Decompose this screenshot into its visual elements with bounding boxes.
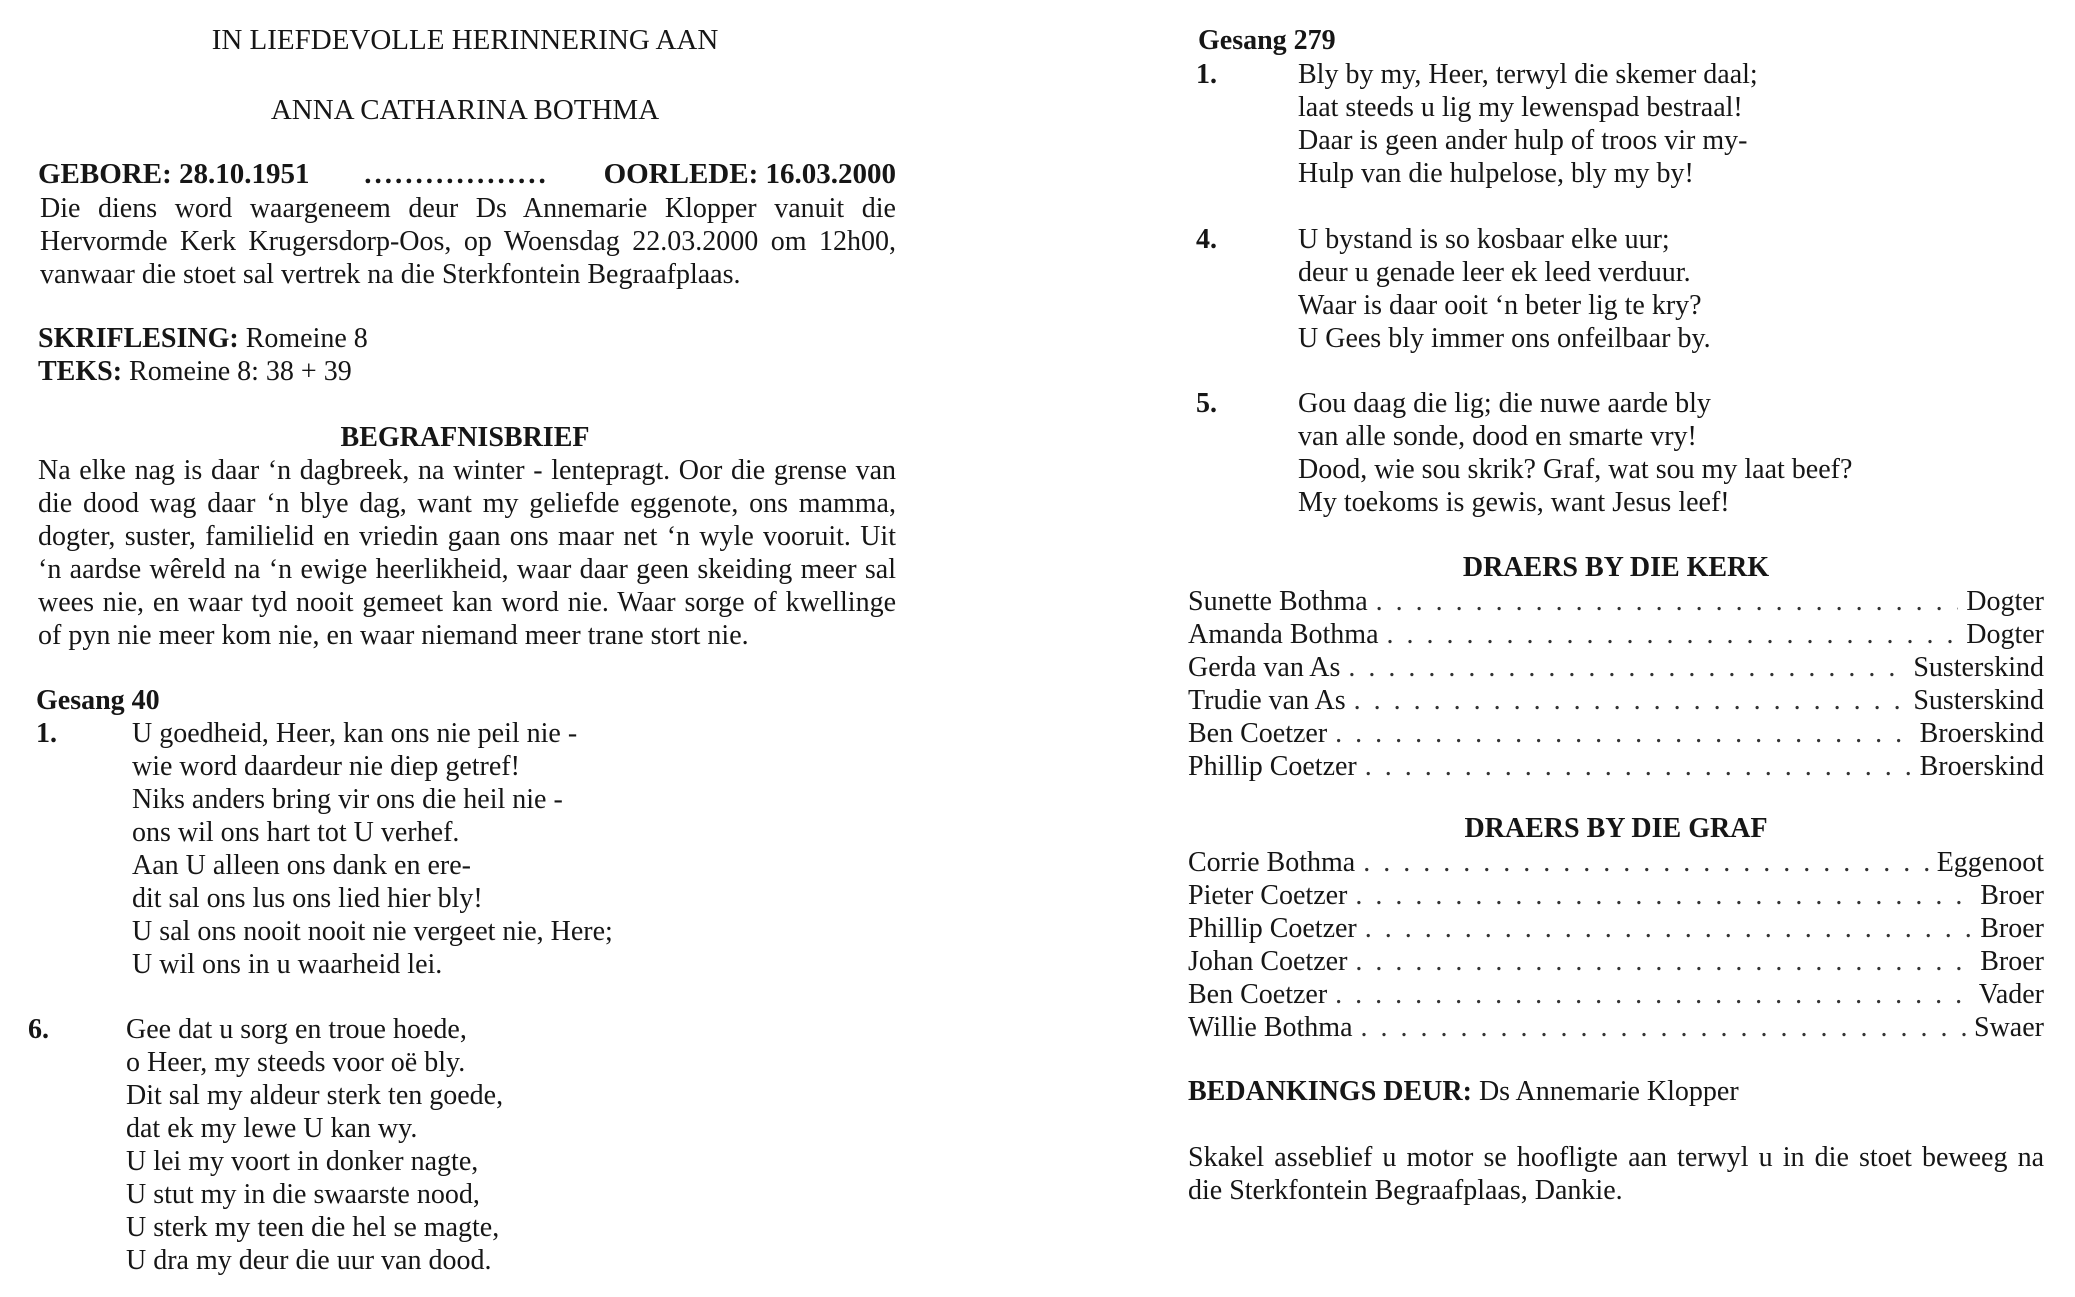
- bearer-name: Phillip Coetzer: [1188, 913, 1357, 944]
- verse-line: U sal ons nooit nooit nie vergeet nie, Here;: [132, 916, 613, 947]
- verse-line: Bly by my, Heer, terwyl die skemer daal;: [1298, 59, 1758, 90]
- list-item: [1188, 717, 2044, 750]
- verse-line: Dood, wie sou skrik? Graf, wat sou my laat beef?: [1298, 454, 1853, 485]
- verse-line: o Heer, my steeds voor oë bly.: [126, 1047, 466, 1078]
- verse-number: 1.: [36, 718, 57, 749]
- leader-dots: [1361, 1011, 1967, 1044]
- verse-line: van alle sonde, dood en smarte vry!: [1298, 421, 1697, 452]
- hymn-40-title: Gesang 40: [36, 685, 160, 716]
- verse-number: 6.: [28, 1014, 49, 1045]
- dates-line: [38, 158, 896, 191]
- hymn-279-title: Gesang 279: [1198, 25, 1336, 56]
- verse-line: Hulp van die hulpelose, bly my by!: [1298, 158, 1694, 189]
- list-item: [1188, 879, 2044, 912]
- verse-line: Gou daag die lig; die nuwe aarde bly: [1298, 388, 1711, 419]
- verse-line: laat steeds u lig my lewenspad bestraal!: [1298, 92, 1743, 123]
- memorial-title: IN LIEFDEVOLLE HERINNERING AAN: [211, 24, 719, 56]
- bearer-relation: Susterskind: [1913, 652, 2044, 683]
- funeral-letter-heading: BEGRAFNISBRIEF: [340, 422, 590, 453]
- list-item: [1188, 912, 2044, 945]
- bearer-name: Trudie van As: [1188, 685, 1346, 716]
- funeral-letter-body: Na elke nag is daar ‘n dagbreek, na winter - lentepragt. Oor die grense van die dood wag daar ‘n blye dag, want my geliefde eggenote, ons mamma, dogter, suster, familielid en vriedin gaan ons maar net ‘n wyle vooruit. Uit ‘n aardse wêreld na ‘n ewige heerlikheid, waar daar geen skeiding meer sal wees nie, en waar tyd nooit gemeet kan word nie. Waar sorge of kwellinge of pyn nie meer kom nie, en waar niemand meer trane stort nie.: [38, 455, 896, 651]
- list-item: [1188, 978, 2044, 1011]
- sermon-text: [38, 355, 352, 388]
- bearer-name: Ben Coetzer: [1188, 979, 1328, 1010]
- list-item: [1188, 1011, 2044, 1044]
- verse-line: U goedheid, Heer, kan ons nie peil nie -: [132, 718, 578, 749]
- list-item: [1188, 750, 2044, 783]
- list-item: [1188, 618, 2044, 651]
- list-item: [1188, 945, 2044, 978]
- verse-line: dit sal ons lus ons lied hier bly!: [132, 883, 483, 914]
- bearer-relation: Broerskind: [1919, 751, 2044, 782]
- scripture-reading-value: Romeine 8: [245, 323, 368, 354]
- bearer-relation: Eggenoot: [1936, 847, 2044, 878]
- leader-dots: [1335, 717, 1911, 750]
- leader-dots: [1354, 684, 1906, 717]
- sermon-text-value: Romeine 8: 38 + 39: [129, 356, 352, 387]
- list-item: [1188, 651, 2044, 684]
- verse-line: U dra my deur die uur van dood.: [126, 1245, 492, 1276]
- verse-line: Daar is geen ander hulp of troos vir my-: [1298, 125, 1748, 156]
- leader-dots: [1363, 846, 1928, 879]
- bearer-name: Phillip Coetzer: [1188, 751, 1357, 782]
- leader-dots: [1335, 978, 1971, 1011]
- bearer-name: Gerda van As: [1188, 652, 1341, 683]
- deceased-name: ANNA CATHARINA BOTHMA: [270, 94, 660, 126]
- bearer-relation: Susterskind: [1913, 685, 2044, 716]
- leader-dots: [1348, 651, 1905, 684]
- church-bearers-list: [1188, 585, 2044, 783]
- sermon-text-label: TEKS:: [38, 356, 123, 387]
- closing-notice: Skakel asseblief u motor se hoofligte aan terwyl u in die stoet beweeg na die Sterkfontein Begraafplaas, Dankie.: [1188, 1142, 2044, 1206]
- leader-dots: [1387, 618, 1959, 651]
- verse-line: Aan U alleen ons dank en ere-: [132, 850, 471, 881]
- verse-line: deur u genade leer ek leed verduur.: [1298, 257, 1691, 288]
- bearer-name: Sunette Bothma: [1188, 586, 1368, 617]
- birth-date: GEBORE: 28.10.1951: [38, 158, 310, 190]
- verse-line: Waar is daar ooit ‘n beter lig te kry?: [1298, 290, 1702, 321]
- bearer-relation: Swaer: [1974, 1012, 2044, 1043]
- grave-bearers-heading: DRAERS BY DIE GRAF: [1464, 813, 1768, 844]
- bearer-name: Willie Bothma: [1188, 1012, 1353, 1043]
- leader-dots: [1365, 912, 1972, 945]
- bearer-name: Johan Coetzer: [1188, 946, 1348, 977]
- death-date: OORLEDE: 16.03.2000: [603, 158, 896, 190]
- bearer-relation: Broer: [1980, 880, 2044, 911]
- bearer-name: Ben Coetzer: [1188, 718, 1328, 749]
- church-bearers-heading: DRAERS BY DIE KERK: [1462, 552, 1770, 583]
- verse-line: U Gees bly immer ons onfeilbaar by.: [1298, 323, 1711, 354]
- verse-number: 1.: [1196, 59, 1217, 90]
- verse-line: U bystand is so kosbaar elke uur;: [1298, 224, 1670, 255]
- verse-line: U stut my in die swaarste nood,: [126, 1179, 480, 1210]
- bearer-relation: Broerskind: [1919, 718, 2044, 749]
- verse-line: U lei my voort in donker nagte,: [126, 1146, 479, 1177]
- verse-number: 4.: [1196, 224, 1217, 255]
- verse-line: ons wil ons hart tot U verhef.: [132, 817, 460, 848]
- bearer-name: Pieter Coetzer: [1188, 880, 1348, 911]
- dates-separator: ..................: [364, 158, 549, 190]
- verse-line: wie word daardeur nie diep getref!: [132, 751, 520, 782]
- verse-number: 5.: [1196, 388, 1217, 419]
- verse-line: Gee dat u sorg en troue hoede,: [126, 1014, 467, 1045]
- verse-line: Niks anders bring vir ons die heil nie -: [132, 784, 563, 815]
- list-item: [1188, 684, 2044, 717]
- leader-dots: [1355, 879, 1972, 912]
- list-item: [1188, 585, 2044, 618]
- bearer-name: Corrie Bothma: [1188, 847, 1356, 878]
- scripture-reading: [38, 322, 368, 355]
- bearer-relation: Dogter: [1966, 586, 2044, 617]
- leader-dots: [1365, 750, 1912, 783]
- bearer-relation: Broer: [1980, 946, 2044, 977]
- thanks-label: BEDANKINGS DEUR:: [1188, 1076, 1472, 1107]
- verse-line: dat ek my lewe U kan wy.: [126, 1113, 418, 1144]
- leader-dots: [1355, 945, 1972, 978]
- thanks-value: Ds Annemarie Klopper: [1478, 1076, 1739, 1107]
- bearer-relation: Dogter: [1966, 619, 2044, 650]
- list-item: [1188, 846, 2044, 879]
- thanks-line: [1188, 1075, 1739, 1108]
- verse-line: Dit sal my aldeur sterk ten goede,: [126, 1080, 504, 1111]
- scripture-reading-label: SKRIFLESING:: [38, 323, 239, 354]
- verse-line: U wil ons in u waarheid lei.: [132, 949, 443, 980]
- verse-line: U sterk my teen die hel se magte,: [126, 1212, 500, 1243]
- leader-dots: [1376, 585, 1959, 618]
- bearer-relation: Vader: [1978, 979, 2044, 1010]
- bearer-relation: Broer: [1980, 913, 2044, 944]
- grave-bearers-list: [1188, 846, 2044, 1044]
- service-details: Die diens word waargeneem deur Ds Annemarie Klopper vanuit die Hervormde Kerk Krugersdorp-Oos, op Woensdag 22.03.2000 om 12h00, vanwaar die stoet sal vertrek na die Sterkfontein Begraafplaas.: [40, 193, 896, 290]
- bearer-name: Amanda Bothma: [1188, 619, 1379, 650]
- verse-line: My toekoms is gewis, want Jesus leef!: [1298, 487, 1730, 518]
